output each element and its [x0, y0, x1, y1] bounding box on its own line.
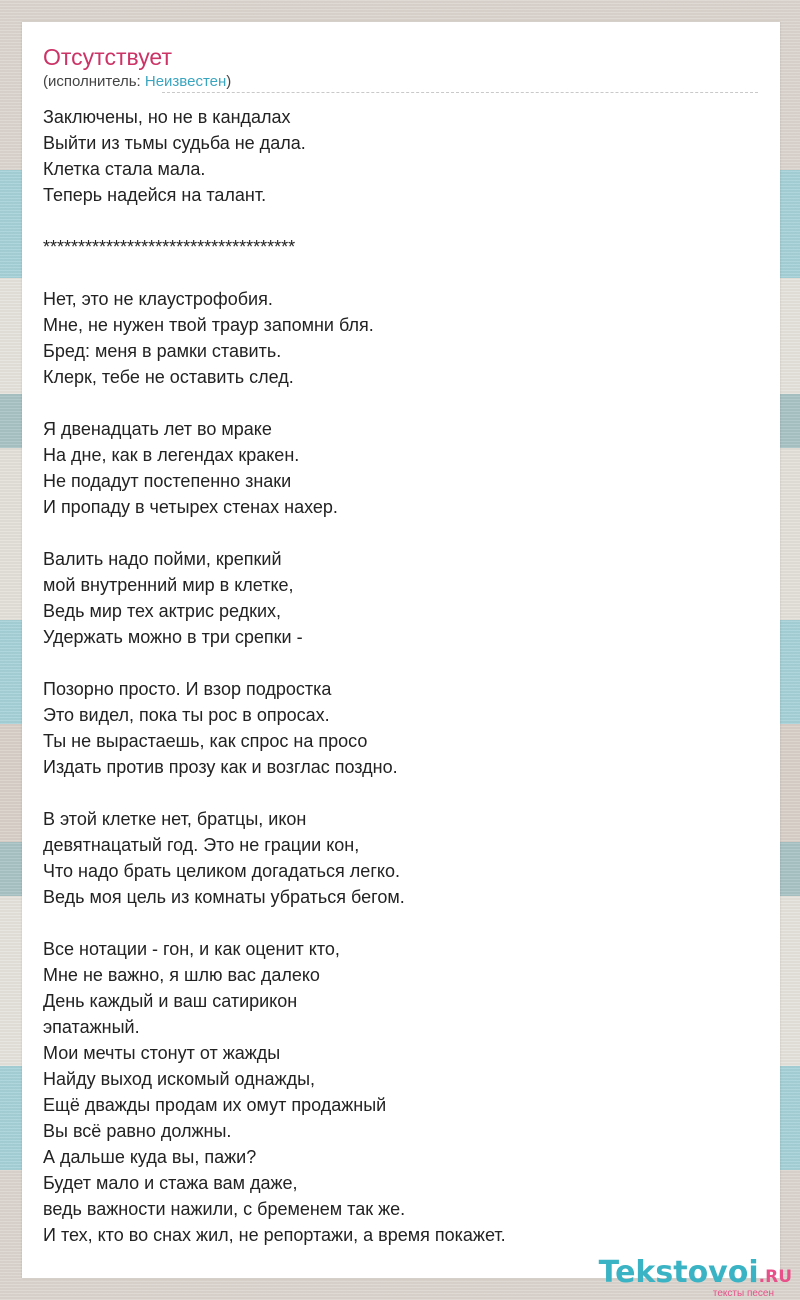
header-divider	[162, 92, 758, 93]
logo-name: Tekstovoi	[598, 1255, 759, 1290]
lyrics-line: Ещё дважды продам их омут продажный	[43, 1095, 387, 1115]
lyrics-line: Ведь мир тех актрис редких,	[43, 601, 282, 621]
lyrics-line: Ведь моя цель из комнаты убраться бегом.	[43, 887, 405, 907]
lyrics-line: Ты не вырастаешь, как спрос на просо	[43, 731, 368, 751]
lyrics-line: Мои мечты стонут от жажды	[43, 1043, 281, 1063]
lyrics-line: Клетка стала мала.	[43, 159, 206, 179]
lyrics-text	[43, 104, 763, 1248]
lyrics-line: Найду выход искомый однажды,	[43, 1069, 316, 1089]
lyrics-blank-line	[43, 520, 763, 546]
lyrics-line: Будет мало и стажа вам даже,	[43, 1173, 298, 1193]
artist-prefix: (исполнитель:	[43, 73, 145, 90]
lyrics-line: девятнацатый год. Это не грации кон,	[43, 835, 360, 855]
lyrics-blank-line	[43, 650, 763, 676]
artist-line	[43, 72, 231, 92]
lyrics-line: День каждый и ваш сатирикон	[43, 991, 298, 1011]
lyrics-blank-line	[43, 780, 763, 806]
lyrics-line: мой внутренний мир в клетке,	[43, 575, 294, 595]
lyrics-line: ************************************	[43, 237, 296, 257]
lyrics-line: Валить надо пойми, крепкий	[43, 549, 282, 569]
lyrics-line: Заключены, но не в кандалах	[43, 107, 291, 127]
lyrics-line: В этой клетке нет, братцы, икон	[43, 809, 307, 829]
lyrics-blank-line	[43, 910, 763, 936]
lyrics-line: ведь важности нажили, с бременем так же.	[43, 1199, 406, 1219]
lyrics-line: Бред: меня в рамки ставить.	[43, 341, 282, 361]
lyrics-line: Выйти из тьмы судьба не дала.	[43, 133, 306, 153]
lyrics-line: Позорно просто. И взор подростка	[43, 679, 332, 699]
lyrics-blank-line	[43, 390, 763, 416]
logo-tagline: тексты песен	[712, 1288, 774, 1299]
lyrics-line: И пропаду в четырех стенах нахер.	[43, 497, 338, 517]
lyrics-line: Что надо брать целиком догадаться легко.	[43, 861, 400, 881]
lyrics-line: Нет, это не клаустрофобия.	[43, 289, 273, 309]
lyrics-line: Мне не важно, я шлю вас далеко	[43, 965, 320, 985]
lyrics-line: Теперь надейся на талант.	[43, 185, 267, 205]
site-logo[interactable]	[599, 1256, 792, 1300]
lyrics-line: Не подадут постепенно знаки	[43, 471, 292, 491]
lyrics-line: Издать против прозу как и возглас поздно.	[43, 757, 398, 777]
lyrics-line: Клерк, тебе не оставить след.	[43, 367, 294, 387]
lyrics-line: Вы всё равно должны.	[43, 1121, 232, 1141]
logo-domain: .RU	[758, 1267, 792, 1287]
lyrics-line: Удержать можно в три срепки -	[43, 627, 303, 647]
lyrics-card	[22, 22, 780, 1278]
artist-link[interactable]: Неизвестен	[144, 73, 227, 90]
lyrics-line: Я двенадцать лет во мраке	[43, 419, 272, 439]
lyrics-line: Все нотации - гон, и как оценит кто,	[43, 939, 340, 959]
lyrics-line: И тех, кто во снах жил, не репортажи, а время покажет.	[43, 1225, 506, 1245]
lyrics-line: Мне, не нужен твой траур запомни бля.	[43, 315, 374, 335]
lyrics-blank-line	[43, 260, 763, 286]
lyrics-line: эпатажный.	[43, 1017, 140, 1037]
lyrics-line: Это видел, пока ты рос в опросах.	[43, 705, 330, 725]
lyrics-blank-line	[43, 208, 763, 234]
lyrics-line: На дне, как в легендах кракен.	[43, 445, 300, 465]
lyrics-line: А дальше куда вы, пажи?	[43, 1147, 257, 1167]
song-title: Отсутствует	[43, 44, 172, 70]
artist-suffix: )	[226, 73, 232, 90]
